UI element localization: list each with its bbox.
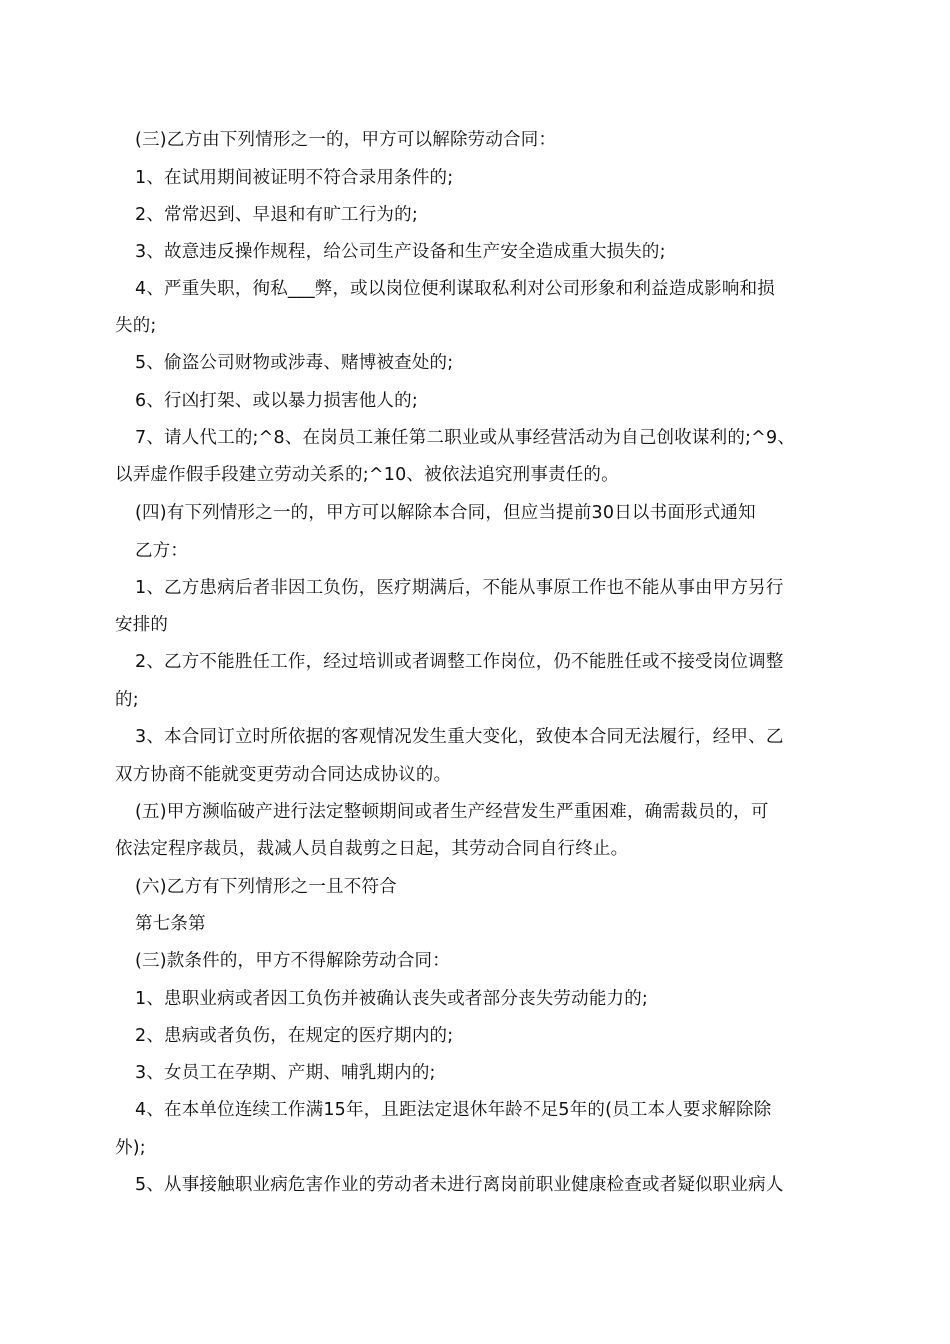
clause-line: 2、常常迟到、早退和有旷工行为的; — [135, 205, 418, 225]
clause-line: 7、请人代工的;^8、在岗员工兼任第二职业或从事经营活动为自己创收谋利的;^9、 — [135, 428, 796, 448]
paragraph-heading-5: (五)甲方濒临破产进行法定整顿期间或者生产经营发生严重困难，确需裁员的，可 — [135, 802, 769, 822]
clause-line: (三)款条件的，甲方不得解除劳动合同： — [135, 951, 450, 971]
clause-line: 1、乙方患病后者非因工负伤，医疗期满后，不能从事原工作也不能从事由甲方另行 — [135, 578, 784, 598]
clause-line-continued: 外); — [115, 1138, 146, 1158]
clause-line: 3、本合同订立时所依据的客观情况发生重大变化，致使本合同无法履行，经甲、乙 — [135, 727, 784, 747]
clause-line-continued: 双方协商不能就变更劳动合同达成协议的。 — [115, 765, 452, 785]
clause-line: 4、在本单位连续工作满15年，且距法定退休年龄不足5年的(员工本人要求解除除 — [135, 1100, 772, 1120]
clause-line: 1、患职业病或者因工负伤并被确认丧失或者部分丧失劳动能力的; — [135, 989, 649, 1009]
clause-line: 2、乙方不能胜任工作，经过培训或者调整工作岗位，仍不能胜任或不接受岗位调整 — [135, 652, 784, 672]
clause-line: 1、在试用期间被证明不符合录用条件的; — [135, 168, 454, 188]
clause-line-continued: 安排的 — [115, 615, 169, 635]
clause-line: 5、偷盗公司财物或涉毒、赌博被查处的; — [135, 353, 454, 373]
clause-line: 2、患病或者负伤，在规定的医疗期内的; — [135, 1026, 454, 1046]
clause-line: 3、女员工在孕期、产期、哺乳期内的; — [135, 1063, 436, 1083]
clause-line-continued: 失的; — [115, 316, 157, 336]
clause-line: 第七条第 — [135, 914, 206, 934]
clause-line: 5、从事接触职业病危害作业的劳动者未进行离岗前职业健康检查或者疑似职业病人 — [135, 1175, 784, 1195]
paragraph-heading-3: (三)乙方由下列情形之一的，甲方可以解除劳动合同： — [135, 130, 557, 150]
clause-line: 3、故意违反操作规程，给公司生产设备和生产安全造成重大损失的; — [135, 242, 666, 262]
clause-line-continued: 以弄虚作假手段建立劳动关系的;^10、被依法追究刑事责任的。 — [115, 465, 619, 485]
clause-line: 6、行凶打架、或以暴力损害他人的; — [135, 391, 418, 411]
clause-line-continued: 依法定程序裁员，裁减人员自裁剪之日起，其劳动合同自行终止。 — [115, 839, 629, 859]
clause-line-continued: 的; — [115, 690, 139, 710]
clause-line-continued: 乙方： — [135, 541, 189, 561]
clause-line: 4、严重失职，徇私___弊，或以岗位便利谋取私利对公司形象和利益造成影响和损 — [135, 279, 775, 299]
paragraph-heading-4: (四)有下列情形之一的，甲方可以解除本合同，但应当提前30日以书面形式通知 — [135, 503, 756, 523]
paragraph-heading-6: (六)乙方有下列情形之一且不符合 — [135, 877, 397, 897]
